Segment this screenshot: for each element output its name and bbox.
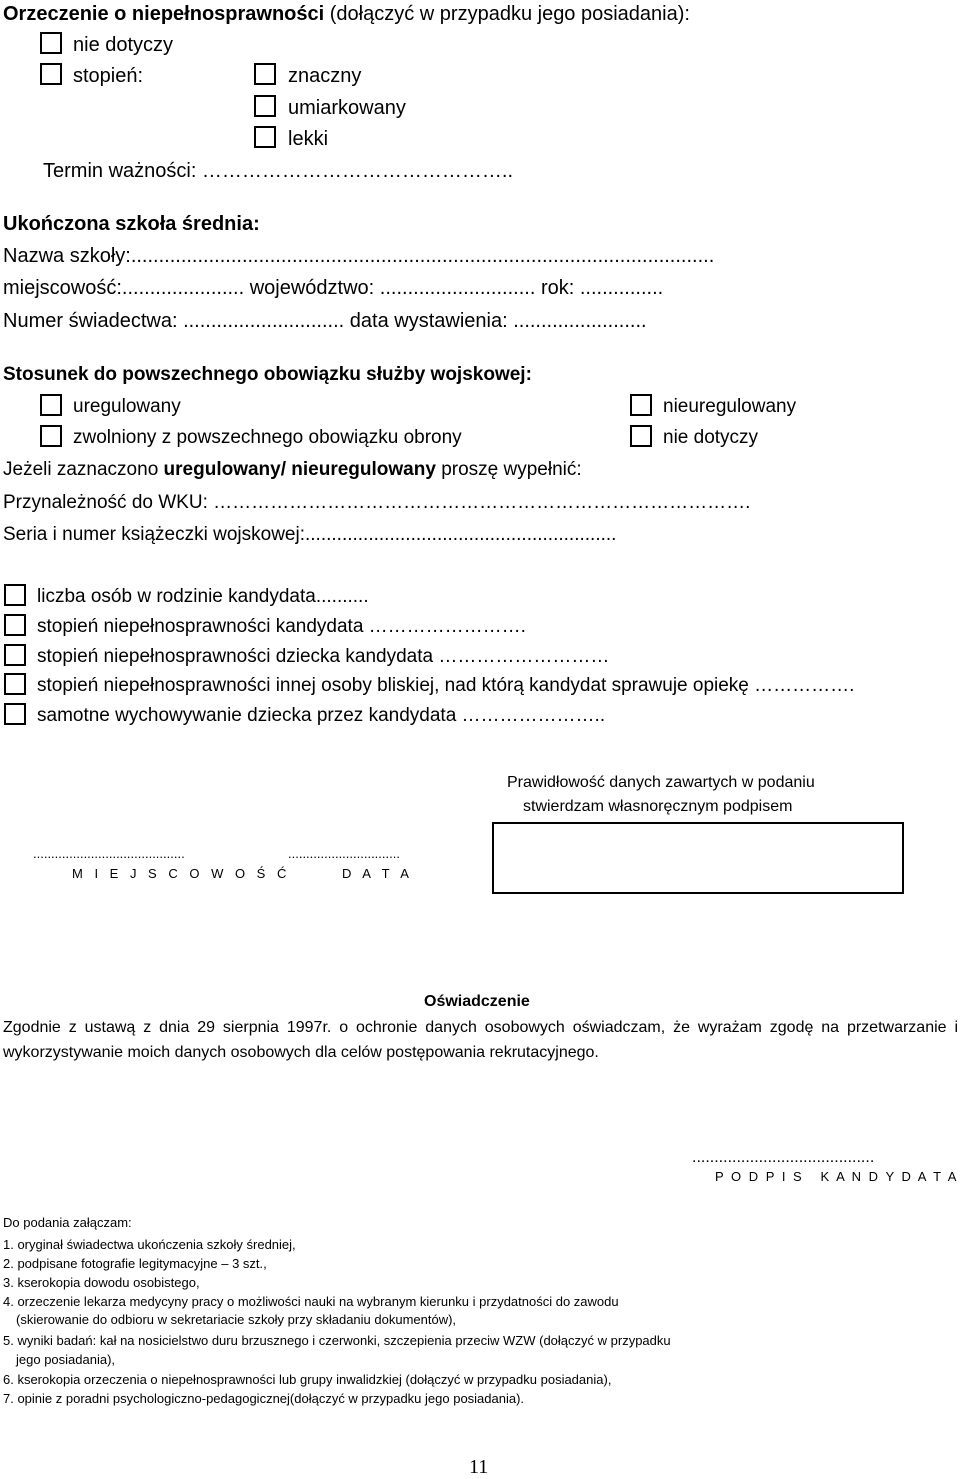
location-label: miejscowość: bbox=[3, 277, 122, 299]
attachment-item: 1. oryginał świadectwa ukończenia szkoły średniej, bbox=[3, 1237, 296, 1252]
place-field[interactable]: .......................................... bbox=[33, 846, 185, 861]
checkbox-military-unregulated[interactable] bbox=[630, 394, 652, 416]
family-item: liczba osób w rodzinie kandydata.......... bbox=[37, 586, 369, 607]
declaration-title: Oświadczenie bbox=[424, 993, 530, 1010]
degree-option: umiarkowany bbox=[288, 97, 406, 119]
confirm-line-1: Prawidłowość danych zawartych w podaniu bbox=[507, 774, 815, 791]
family-item: samotne wychowywanie dziecka przez kandydata ………………….. bbox=[37, 705, 606, 726]
option-label: zwolniony z powszechnego obowiązku obrony bbox=[73, 427, 462, 448]
issue-date-label: data wystawienia: bbox=[344, 310, 514, 332]
checkbox-military-not-applicable[interactable] bbox=[630, 425, 652, 447]
signature-box[interactable] bbox=[492, 822, 904, 894]
degree-option: lekki bbox=[288, 128, 329, 150]
validity-field[interactable]: Termin ważności: ……………………………………….. bbox=[43, 160, 514, 182]
degree-label: stopień: bbox=[73, 65, 144, 87]
option-label: nie dotyczy bbox=[663, 427, 759, 448]
checkbox-disability-not-applicable[interactable] bbox=[40, 32, 62, 54]
candidate-signature-field[interactable]: ......................................... bbox=[692, 1149, 875, 1166]
location-field[interactable]: ...................... bbox=[121, 277, 245, 299]
checkbox-disability-degree[interactable] bbox=[40, 63, 62, 85]
attachment-item: 4. orzeczenie lekarza medycyny pracy o możliwości nauki na wybranym kierunku i przydatności do zawodu bbox=[3, 1294, 619, 1309]
wku-field[interactable]: Przynależność do WKU: …………………………………………………………………………. bbox=[3, 492, 751, 513]
attachment-item: jego posiadania), bbox=[16, 1352, 116, 1367]
page-number: 11 bbox=[469, 1456, 489, 1478]
school-title: Ukończona szkoła średnia: bbox=[3, 213, 260, 235]
attachment-item: 2. podpisane fotografie legitymacyjne – 3 szt., bbox=[3, 1256, 267, 1271]
option-label: uregulowany bbox=[73, 396, 181, 417]
year-field[interactable]: ............... bbox=[579, 277, 664, 299]
attachments-title: Do podania załączam: bbox=[3, 1215, 132, 1230]
family-item: stopień niepełnosprawności kandydata ……………………. bbox=[37, 616, 526, 637]
checkbox-degree-moderate[interactable] bbox=[254, 95, 276, 117]
checkbox-degree-significant[interactable] bbox=[254, 63, 276, 85]
family-item: stopień niepełnosprawności innej osoby bliskiej, nad którą kandydat sprawuje opiekę ……………. bbox=[37, 675, 855, 696]
military-title: Stosunek do powszechnego obowiązku służby wojskowej: bbox=[3, 364, 532, 385]
year-label: rok: bbox=[535, 277, 580, 299]
attachment-item: 7. opinie z poradni psychologiczno-pedagogicznej(dołączyć w przypadku jego posiadania). bbox=[3, 1391, 525, 1406]
disability-title: Orzeczenie o niepełnosprawności (dołączyć w przypadku jego posiadania): bbox=[3, 3, 690, 25]
checkbox-single-parent[interactable] bbox=[4, 703, 26, 725]
certificate-label: Numer świadectwa: bbox=[3, 310, 184, 332]
checkbox-degree-mild[interactable] bbox=[254, 126, 276, 148]
attachment-item: 6. kserokopia orzeczenia o niepełnosprawności lub grupy inwalidzkiej (dołączyć w przypadku posiadania), bbox=[3, 1372, 612, 1387]
school-name-field[interactable]: Nazwa szkoły:......................................................................................................... bbox=[3, 245, 715, 267]
military-booklet-field[interactable]: Seria i numer książeczki wojskowej:........................................................... bbox=[3, 524, 617, 545]
option-label: nie dotyczy bbox=[73, 34, 174, 56]
option-label: nieuregulowany bbox=[663, 396, 797, 417]
attachment-item: (skierowanie do odbioru w sekretariacie szkoły przy składaniu dokumentów), bbox=[16, 1312, 457, 1327]
checkbox-candidate-disability[interactable] bbox=[4, 614, 26, 636]
issue-date-field[interactable]: ........................ bbox=[513, 310, 647, 332]
voivodeship-label: województwo: bbox=[244, 277, 380, 299]
candidate-signature-label: P O D P I S K A N D Y D A T A bbox=[715, 1169, 959, 1184]
date-field[interactable]: ............................... bbox=[288, 846, 400, 861]
attachment-item: 3. kserokopia dowodu osobistego, bbox=[3, 1275, 200, 1290]
certificate-line bbox=[3, 309, 647, 333]
date-label: D A T A bbox=[342, 866, 413, 881]
attachment-item: 5. wyniki badań: kał na nosicielstwo duru brzusznego i czerwonki, szczepienia przeciw WZW (dołączyć w przypadku bbox=[3, 1333, 671, 1348]
military-note: Jeżeli zaznaczono uregulowany/ nieuregulowany proszę wypełnić: bbox=[3, 459, 582, 480]
degree-option: znaczny bbox=[288, 65, 362, 87]
checkbox-child-disability[interactable] bbox=[4, 644, 26, 666]
school-location-line bbox=[3, 276, 663, 300]
confirm-line-2: stwierdzam własnoręcznym podpisem bbox=[523, 798, 793, 815]
declaration-text: Zgodnie z ustawą z dnia 29 sierpnia 1997r. o ochronie danych osobowych oświadczam, że wyrażam zgodę na przetwarzanie i wykorzystywanie moich danych osobowych dla celów postępowania rekrutacyjnego. bbox=[3, 1019, 958, 1061]
checkbox-relative-disability[interactable] bbox=[4, 673, 26, 695]
place-label: M I E J S C O W O Ś Ć bbox=[72, 866, 291, 881]
checkbox-military-regulated[interactable] bbox=[40, 394, 62, 416]
family-item: stopień niepełnosprawności dziecka kandydata ……………………… bbox=[37, 646, 610, 667]
checkbox-family-size[interactable] bbox=[4, 584, 26, 606]
voivodeship-field[interactable]: ............................ bbox=[379, 277, 536, 299]
certificate-field[interactable]: ............................. bbox=[183, 310, 345, 332]
checkbox-military-exempt[interactable] bbox=[40, 425, 62, 447]
